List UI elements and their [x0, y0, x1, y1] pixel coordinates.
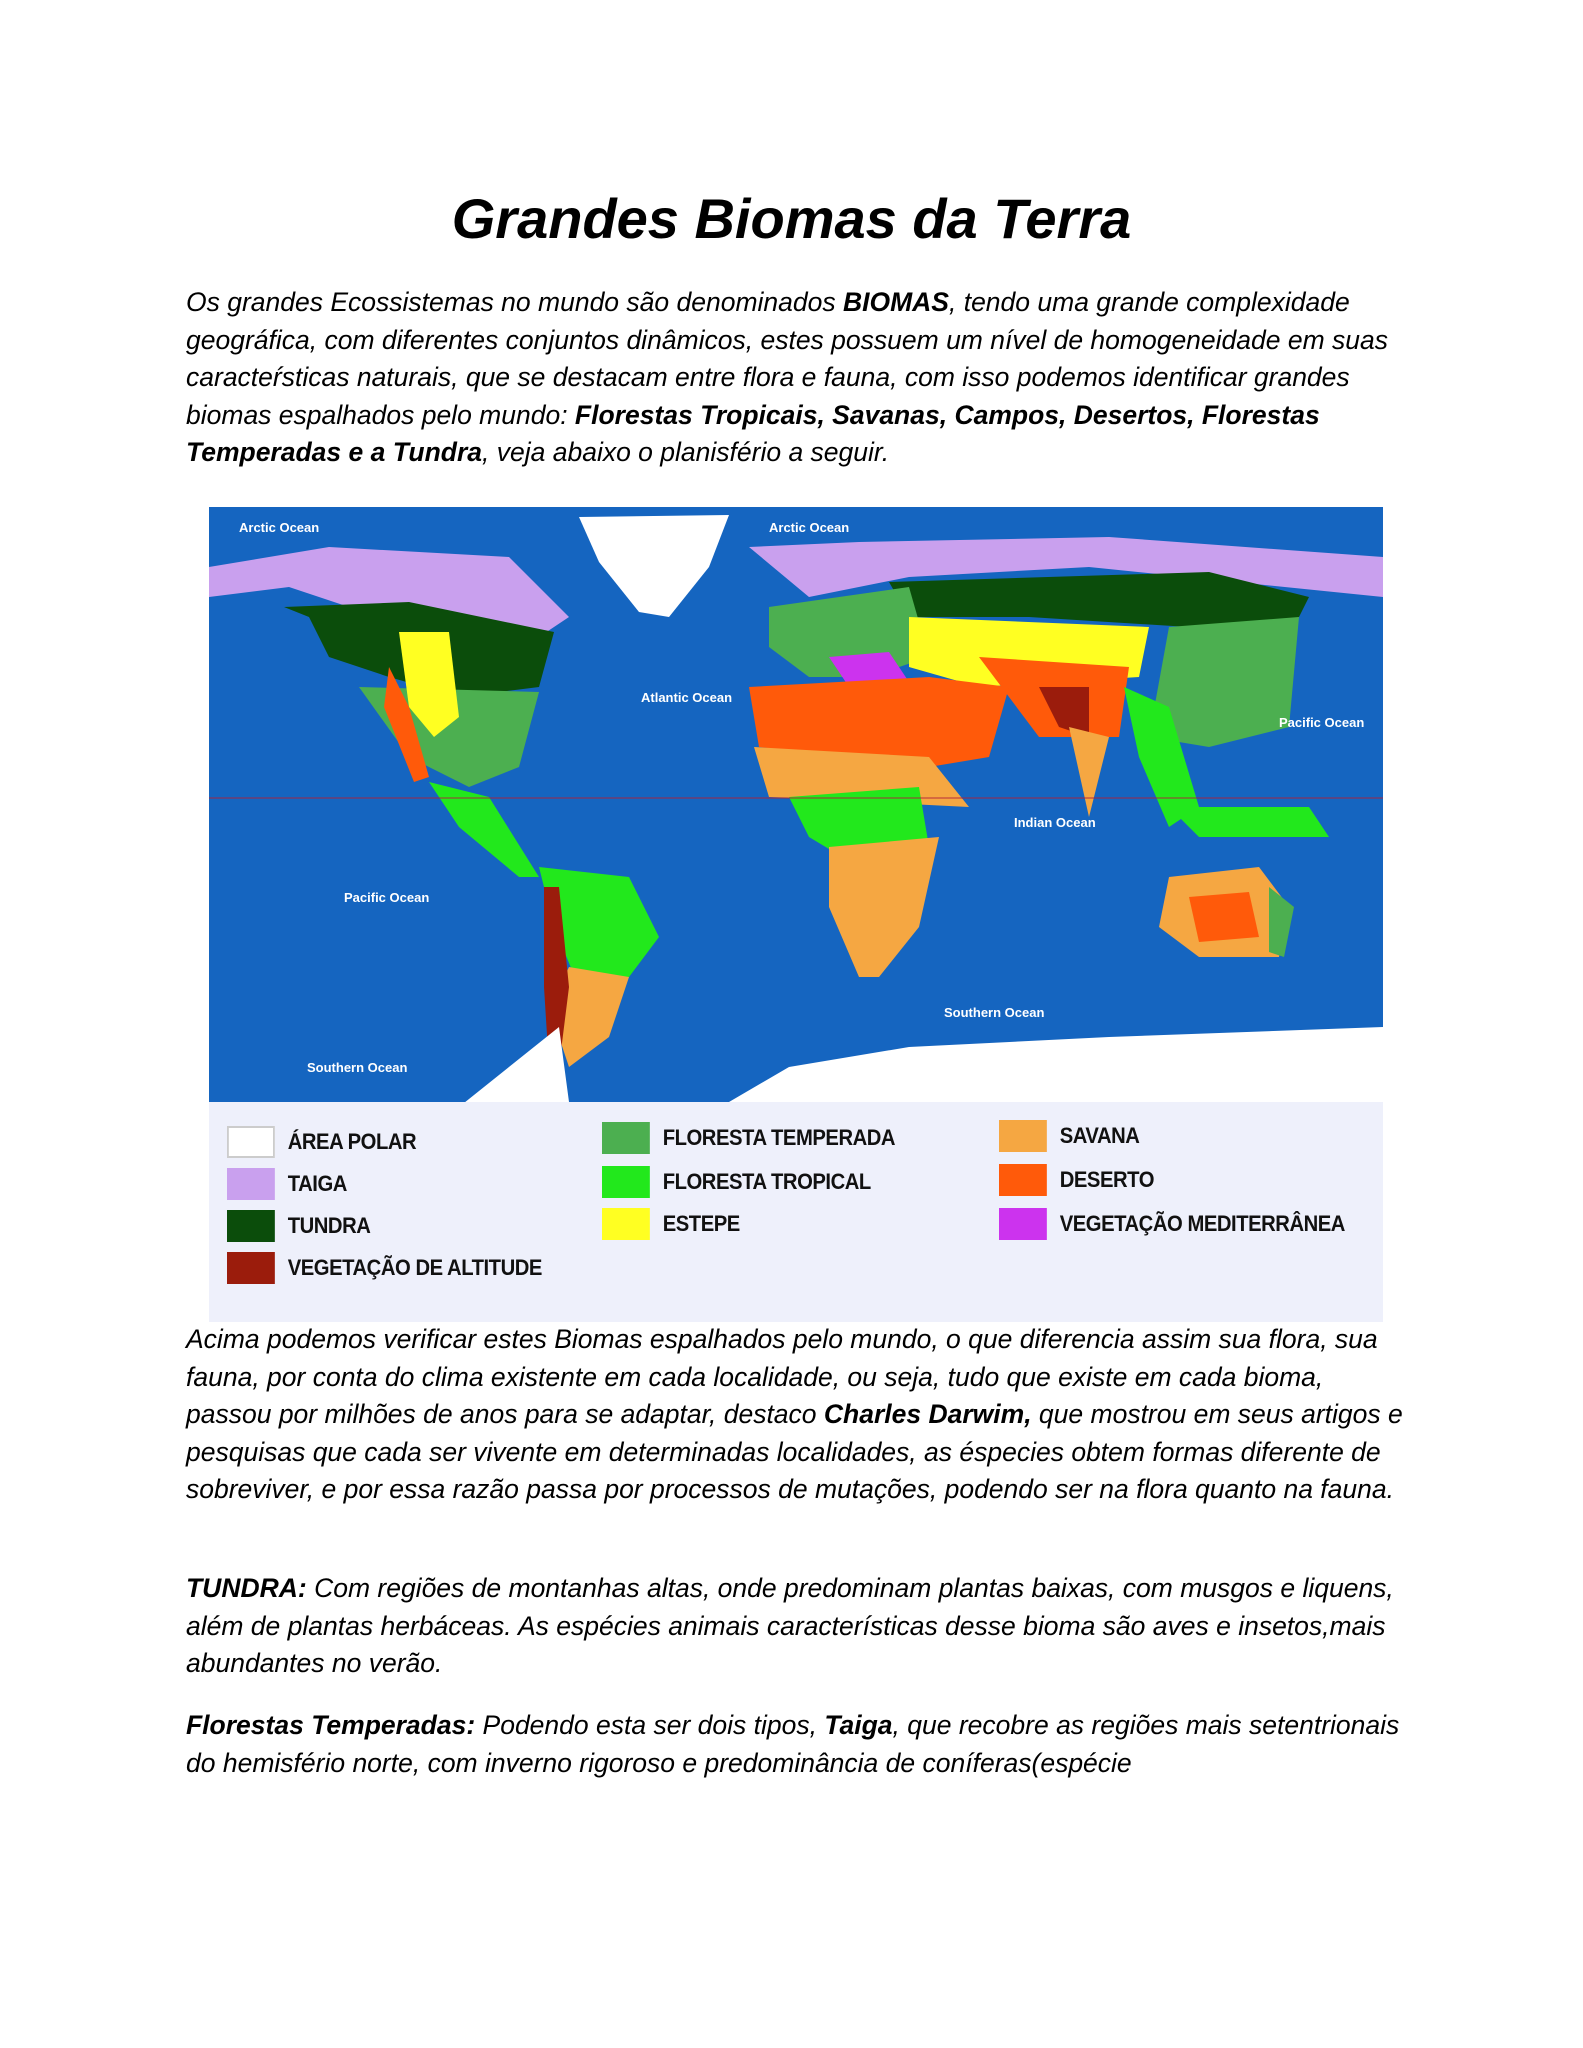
- legend-item: [999, 1208, 1345, 1240]
- legend-swatch: [999, 1164, 1047, 1196]
- legend-item: [227, 1126, 416, 1158]
- legend-label: TUNDRA: [287, 1213, 371, 1238]
- ocean-label: Atlantic Ocean: [641, 690, 733, 705]
- legend-swatch: [227, 1252, 275, 1284]
- legend-label: DESERTO: [1059, 1167, 1154, 1192]
- legend-label: TAIGA: [287, 1171, 347, 1196]
- legend-item: [227, 1168, 347, 1200]
- legend-swatch: [227, 1168, 275, 1200]
- bold-text: Florestas Temperadas:: [186, 1710, 476, 1740]
- ocean-label: Arctic Ocean: [769, 520, 850, 535]
- legend-label: SAVANA: [1059, 1123, 1140, 1148]
- ocean-label: Pacific Ocean: [1279, 715, 1365, 730]
- legend-item: [999, 1120, 1139, 1152]
- text: , tendo uma grande complexidade geográfica, com diferentes conjuntos dinâmicos, estes possuem um nível de homogeneidade em suas caracteŕsticas naturais, que se destacam entre flora e fauna, com isso podemos identificar grandes biomas espalhados pelo mundo:: [186, 287, 1389, 430]
- page-title: Grandes Biomas da Terra: [451, 187, 1132, 250]
- legend-swatch: [227, 1210, 275, 1242]
- legend-item: [602, 1122, 895, 1154]
- australia-desert: [1189, 892, 1259, 942]
- ocean-label: Southern Ocean: [944, 1005, 1045, 1020]
- legend-label: FLORESTA TROPICAL: [662, 1169, 871, 1194]
- legend-item: [227, 1210, 370, 1242]
- paragraph-darwin: [186, 1321, 1406, 1509]
- paragraph-tundra: [186, 1570, 1406, 1683]
- text: Com regiões de montanhas altas, onde predominam plantas baixas, com musgos e liquens, além de plantas herbáceas. As espécies animais características desse bioma são aves e insetos,mais abundantes no verão.: [186, 1573, 1394, 1678]
- world-biome-map: [209, 507, 1383, 1102]
- legend-label: VEGETAÇÃO MEDITERRÂNEA: [1059, 1211, 1345, 1236]
- text: , que recobre as regiões mais setentrionais do hemisfério norte, com inverno rigoroso e predominância de coníferas(espécie: [186, 1710, 1400, 1778]
- legend-swatch: [999, 1208, 1047, 1240]
- ocean-label: Arctic Ocean: [239, 520, 320, 535]
- legend-label: FLORESTA TEMPERADA: [662, 1125, 896, 1150]
- paragraph-temperate-forests: [186, 1707, 1406, 1782]
- ocean-label: Indian Ocean: [1014, 815, 1096, 830]
- text: Acima podemos verificar estes Biomas espalhados pelo mundo, o que diferencia assim sua flora, sua fauna, por conta do clima existente em cada localidade, ou seja, tudo que existe em cada bioma, passou por milhões de anos para se adaptar, destaco: [186, 1324, 1378, 1429]
- legend-item: [999, 1164, 1154, 1196]
- bold-text: TUNDRA:: [186, 1573, 307, 1603]
- bold-text: Charles Darwim,: [823, 1399, 1032, 1429]
- legend-item: [602, 1208, 740, 1240]
- legend-label: ESTEPE: [662, 1211, 740, 1236]
- legend-swatch: [602, 1166, 650, 1198]
- legend-label: ÁREA POLAR: [287, 1129, 417, 1154]
- biome-map-figure: [209, 507, 1383, 1322]
- legend-swatch: [602, 1208, 650, 1240]
- bold-text: BIOMAS: [842, 287, 949, 317]
- text: Podendo esta ser dois tipos,: [475, 1710, 825, 1740]
- legend-swatch: [999, 1120, 1047, 1152]
- ocean-label: Southern Ocean: [307, 1060, 408, 1075]
- text: que mostrou em seus artigos e pesquisas que cada ser vivente em determinadas localidades, as éspecies obtem formas diferente de sobreviver, e por essa razão passa por processos de mutações, podendo ser na flora quanto na fauna.: [186, 1399, 1403, 1504]
- text: , veja abaixo o planisfério a seguir.: [482, 437, 890, 467]
- legend-item: [602, 1166, 871, 1198]
- intro-paragraph: [186, 284, 1406, 472]
- bold-text: Taiga: [824, 1710, 893, 1740]
- text: Os grandes Ecossistemas no mundo são denominados: [186, 287, 843, 317]
- map-legend: [209, 1102, 1383, 1322]
- bold-text: Florestas Tropicais, Savanas, Campos, Desertos, Florestas Temperadas e a Tundra: [186, 399, 1320, 467]
- legend-swatch: [602, 1122, 650, 1154]
- legend-label: VEGETAÇÃO DE ALTITUDE: [287, 1255, 542, 1280]
- legend-item: [227, 1252, 542, 1284]
- legend-swatch: [227, 1126, 275, 1158]
- ocean-label: Pacific Ocean: [344, 890, 430, 905]
